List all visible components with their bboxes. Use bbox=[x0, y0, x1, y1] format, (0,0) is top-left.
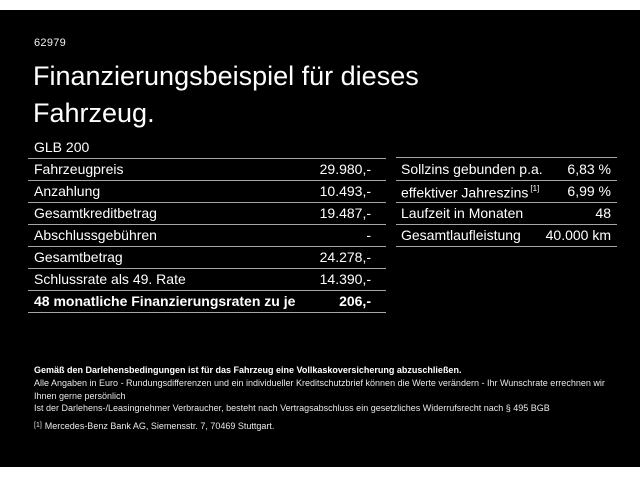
bank-footnote bbox=[34, 420, 612, 435]
disclaimer-note: Alle Angaben in Euro - Rundungsdifferenzen und ein individueller Kreditschutzbrief können die Werte verändern - Ihr Wunschrate errechnen wir Ihnen gerne persönlich bbox=[34, 377, 605, 401]
row-value: 29.980,- bbox=[319, 161, 371, 177]
footnote-marker: [1] bbox=[530, 184, 540, 194]
table-row bbox=[28, 158, 386, 180]
row-label: Gesamtbetrag bbox=[34, 249, 123, 265]
row-label: Laufzeit in Monaten bbox=[401, 205, 524, 221]
row-label: 48 monatliche Finanzierungsraten zu je bbox=[34, 293, 296, 309]
table-row bbox=[28, 180, 386, 202]
row-label: Gesamtlaufleistung bbox=[401, 227, 521, 243]
row-value: 48 bbox=[595, 205, 611, 221]
row-label: Anzahlung bbox=[34, 183, 101, 199]
row-value: 10.493,- bbox=[319, 183, 371, 199]
row-label: Schlussrate als 49. Rate bbox=[34, 271, 186, 287]
table-row bbox=[396, 224, 617, 246]
footer-notes bbox=[34, 364, 612, 435]
table-row bbox=[28, 202, 386, 224]
financing-panel bbox=[0, 10, 640, 467]
table-row bbox=[28, 246, 386, 268]
row-label: Sollzins gebunden p.a. bbox=[401, 160, 543, 177]
conditions-table bbox=[396, 157, 617, 247]
row-value: - bbox=[366, 227, 371, 243]
table-row bbox=[28, 290, 386, 312]
footnote-text: Mercedes-Benz Bank AG, Siemensstr. 7, 70469 Stuttgart. bbox=[44, 421, 275, 432]
table-row bbox=[396, 202, 617, 224]
vehicle-model: GLB 200 bbox=[34, 138, 90, 155]
row-value: 6,83 % bbox=[567, 160, 611, 177]
row-value: 6,99 % bbox=[567, 183, 611, 199]
listing-code: 62979 bbox=[34, 37, 67, 49]
table-row bbox=[396, 158, 617, 180]
row-value: 14.390,- bbox=[319, 271, 371, 287]
row-label: Abschlussgebühren bbox=[34, 227, 157, 243]
withdrawal-note: Ist der Darlehens-/Leasingnehmer Verbraucher, besteht nach Vertragsabschluss ein gesetzliches Widerrufsrecht nach § 495 BGB bbox=[34, 403, 550, 414]
finance-table bbox=[28, 136, 386, 313]
table-row-model bbox=[28, 136, 386, 158]
row-value: 206,- bbox=[339, 293, 371, 309]
table-row bbox=[28, 224, 386, 246]
row-label: Gesamtkreditbetrag bbox=[34, 205, 157, 221]
insurance-note: Gemäß den Darlehensbedingungen ist für das Fahrzeug eine Vollkaskoversicherung abzuschließen. bbox=[34, 365, 462, 375]
page-title: Finanzierungsbeispiel für dieses Fahrzeug. bbox=[33, 61, 419, 128]
row-value: 19.487,- bbox=[319, 205, 371, 221]
footnote-marker: [1] bbox=[34, 422, 42, 430]
row-value: 40.000 km bbox=[545, 227, 611, 243]
row-label: effektiver Jahreszins [1] bbox=[401, 184, 540, 201]
table-row bbox=[396, 180, 617, 202]
row-label: Fahrzeugpreis bbox=[34, 161, 124, 177]
row-value: 24.278,- bbox=[319, 249, 371, 265]
table-row bbox=[28, 268, 386, 290]
